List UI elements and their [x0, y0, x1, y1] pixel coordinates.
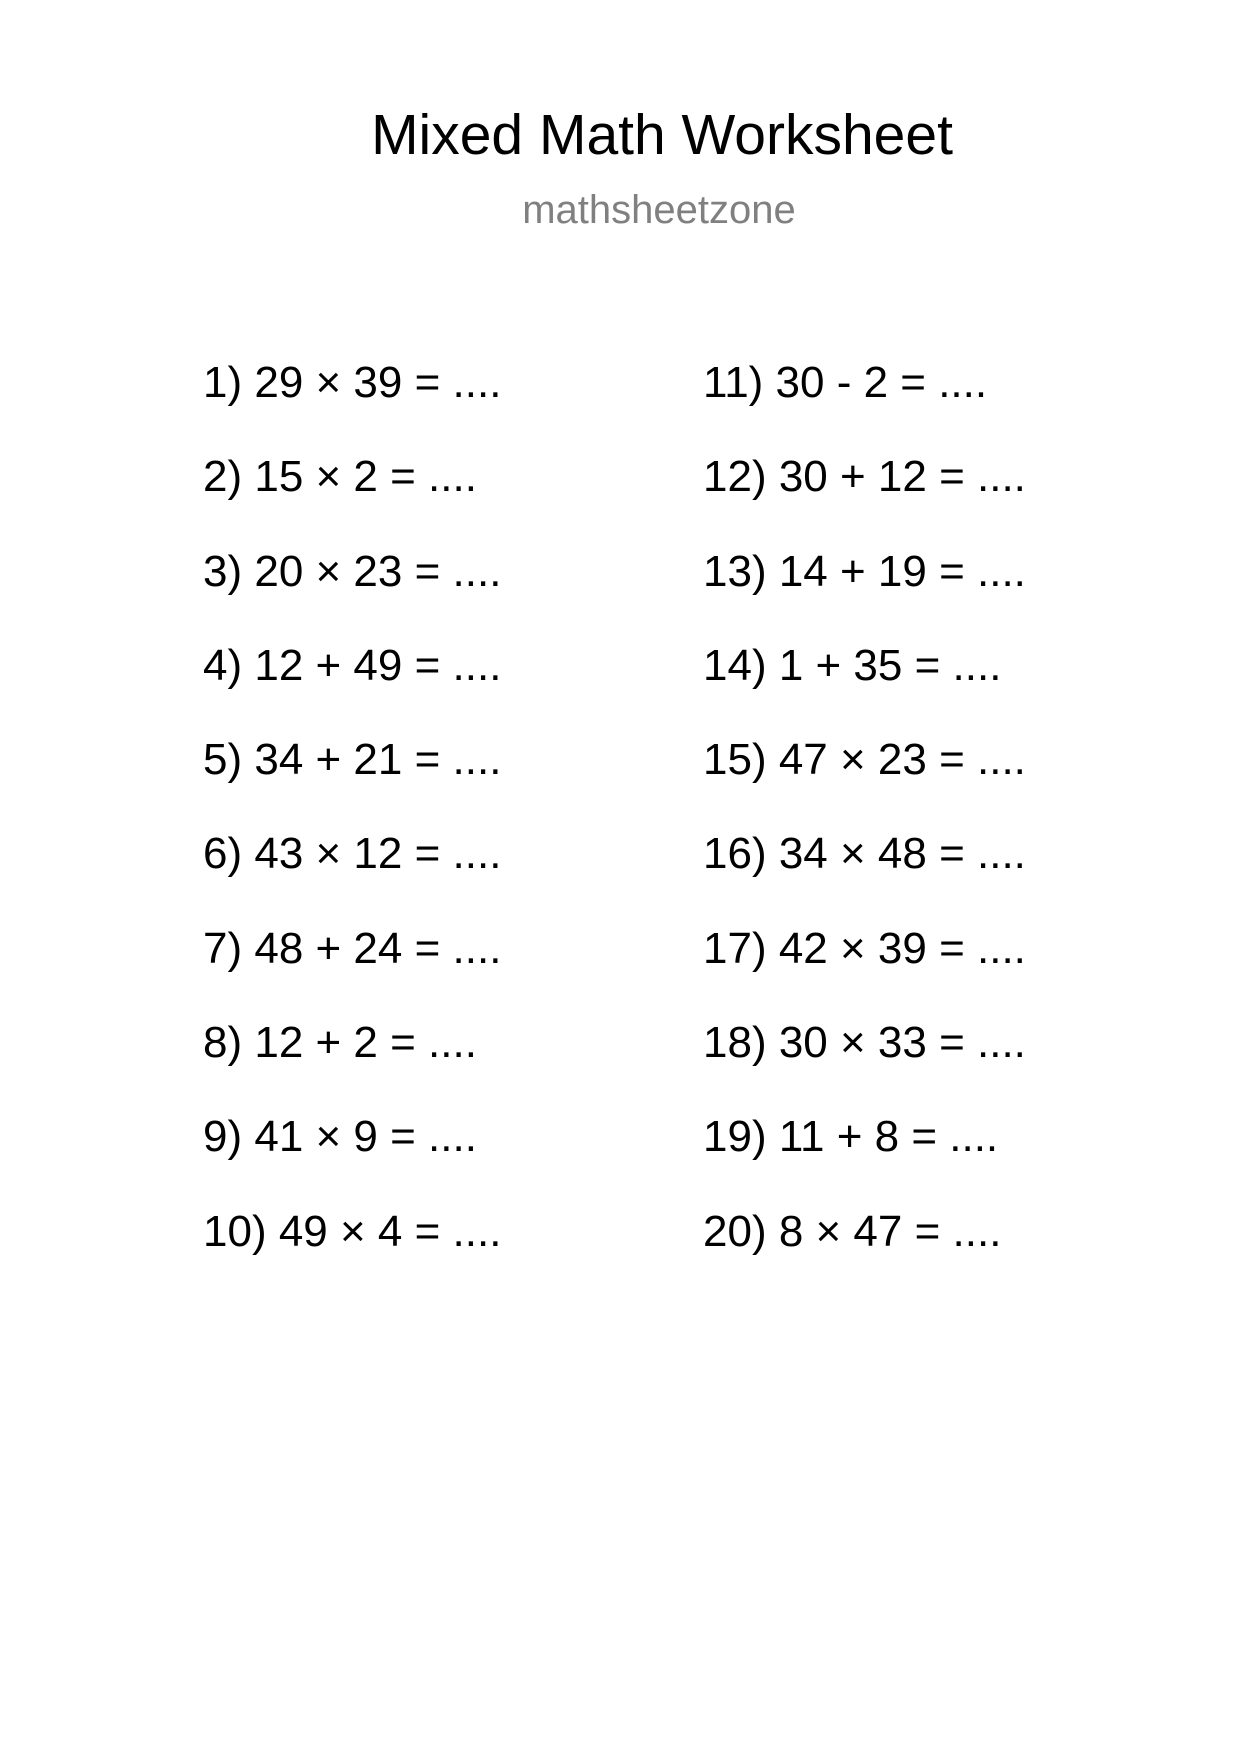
problem-item: 13) 14 + 19 = ....	[703, 546, 1026, 596]
problem-item: 6) 43 × 12 = ....	[203, 829, 502, 879]
problem-item: 3) 20 × 23 = ....	[203, 546, 502, 596]
problem-item: 11) 30 - 2 = ....	[703, 358, 988, 407]
problem-item: 10) 49 × 4 = ....	[203, 1206, 502, 1256]
problem-item: 5) 34 + 21 = ....	[203, 735, 502, 785]
problem-item: 20) 8 × 47 = ....	[703, 1206, 1002, 1256]
problem-item: 2) 15 × 2 = ....	[203, 452, 477, 502]
problem-item: 9) 41 × 9 = ....	[203, 1112, 477, 1162]
problem-item: 14) 1 + 35 = ....	[703, 640, 1002, 690]
problem-item: 16) 34 × 48 = ....	[703, 829, 1026, 879]
problem-item: 18) 30 × 33 = ....	[703, 1018, 1026, 1068]
problem-item: 17) 42 × 39 = ....	[703, 923, 1026, 973]
worksheet-source: mathsheetzone	[522, 188, 796, 232]
problem-item: 7) 48 + 24 = ....	[203, 923, 502, 973]
problem-item: 19) 11 + 8 = ....	[703, 1112, 999, 1162]
problem-item: 15) 47 × 23 = ....	[703, 735, 1026, 785]
problem-column-right	[703, 355, 1026, 1298]
problem-column-left	[203, 355, 501, 1298]
problem-item: 8) 12 + 2 = ....	[203, 1018, 477, 1068]
worksheet-title: Mixed Math Worksheet	[371, 103, 953, 167]
problem-item: 4) 12 + 49 = ....	[203, 640, 502, 690]
problem-item: 1) 29 × 39 = ....	[203, 358, 502, 407]
problem-item: 12) 30 + 12 = ....	[703, 452, 1026, 502]
